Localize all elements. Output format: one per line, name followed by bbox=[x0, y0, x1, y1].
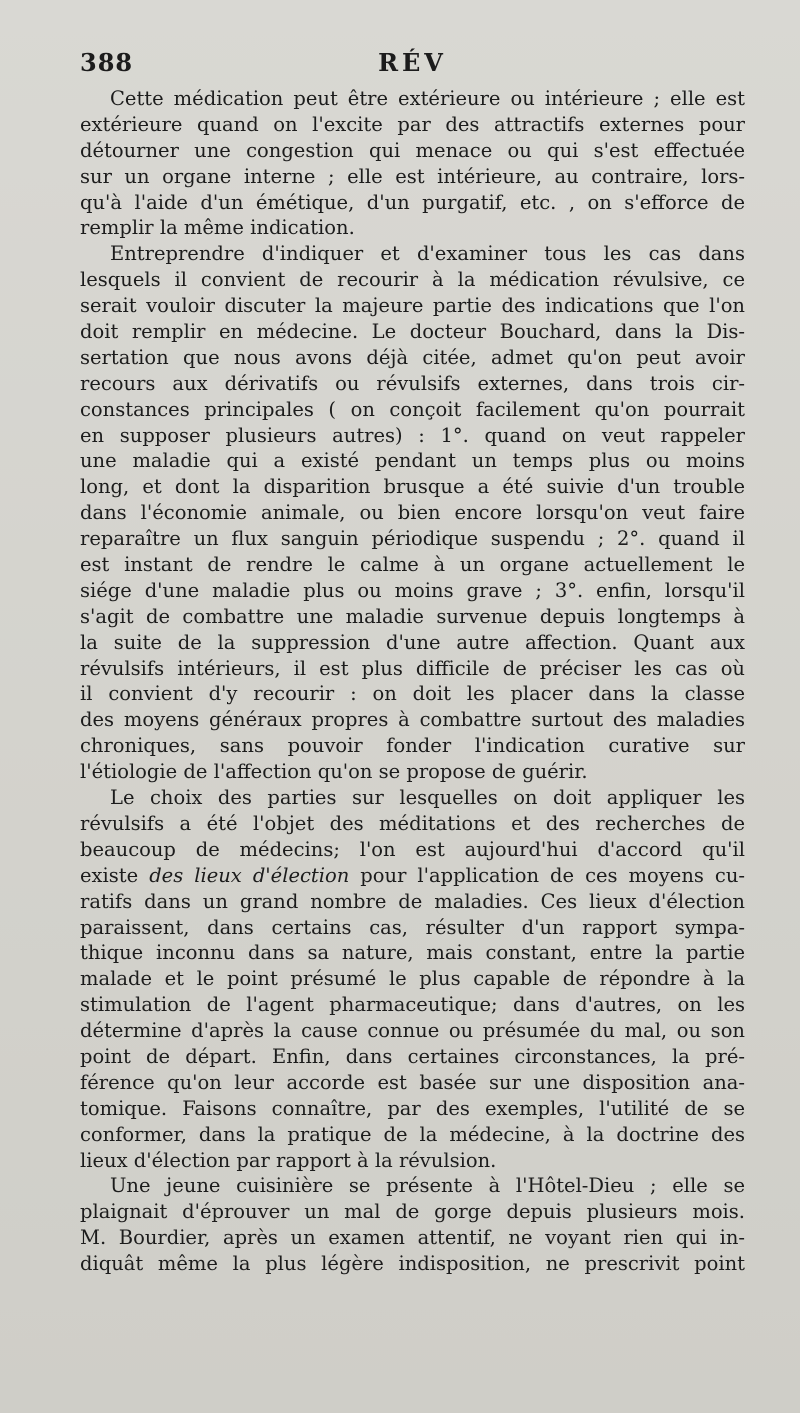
text-line: s'agit de combattre une maladie survenue depuis longtemps à bbox=[80, 604, 745, 628]
text-line: extérieure quand on l'excite par des attractifs externes pour bbox=[80, 112, 745, 136]
line-text-segment: pour l'application de ces moyens cu- bbox=[349, 863, 745, 887]
text-line: qu'à l'aide d'un émétique, d'un purgatif, etc. , on s'efforce de bbox=[80, 190, 745, 214]
text-line: recours aux dérivatifs ou révulsifs externes, dans trois cir- bbox=[80, 371, 745, 395]
text-line: serait vouloir discuter la majeure partie des indications que l'on bbox=[80, 294, 745, 318]
text-line: malade et le point présumé le plus capable de répondre à la bbox=[80, 967, 745, 991]
page-header bbox=[80, 48, 745, 88]
text-line: des moyens généraux propres à combattre surtout des maladies bbox=[80, 708, 745, 732]
text-line: Cette médication peut être extérieure ou intérieure ; elle est bbox=[110, 87, 745, 110]
text-line: dans l'économie animale, ou bien encore lorsqu'on veut faire bbox=[80, 501, 745, 525]
text-line: férence qu'on leur accorde est basée sur une disposition ana- bbox=[80, 1070, 745, 1094]
text-line: détourner une congestion qui menace ou qui s'est effectuée bbox=[80, 138, 745, 162]
text-line: paraissent, dans certains cas, résulter d'un rapport sympa- bbox=[80, 915, 745, 939]
text-line: sertation que nous avons déjà citée, admet qu'on peut avoir bbox=[80, 345, 745, 369]
text-line: tomique. Faisons connaître, par des exemples, l'utilité de se bbox=[80, 1096, 745, 1120]
text-line: en supposer plusieurs autres) : 1°. quand on veut rappeler bbox=[80, 423, 745, 447]
text-line: point de départ. Enfin, dans certaines circonstances, la pré- bbox=[80, 1044, 745, 1068]
text-line: chroniques, sans pouvoir fonder l'indication curative sur bbox=[80, 734, 745, 758]
text-line: ratifs dans un grand nombre de maladies. Ces lieux d'élection bbox=[80, 889, 745, 913]
text-line: Une jeune cuisinière se présente à l'Hôtel-Dieu ; elle se bbox=[110, 1174, 745, 1198]
text-line: lieux d'élection par rapport à la révulsion. bbox=[80, 1148, 497, 1172]
running-head: RÉV bbox=[378, 48, 447, 77]
text-line: beaucoup de médecins; l'on est aujourd'hui d'accord qu'il bbox=[80, 837, 745, 861]
text-line: siége d'une maladie plus ou moins grave ; 3°. enfin, lorsqu'il bbox=[80, 578, 745, 602]
page-number: 388 bbox=[80, 48, 134, 77]
text-line: stimulation de l'agent pharmaceutique; dans d'autres, on les bbox=[80, 993, 745, 1017]
text-line: remplir la même indication. bbox=[80, 216, 355, 240]
text-line: l'étiologie de l'affection qu'on se propose de guérir. bbox=[80, 760, 588, 784]
line-text-segment: existe bbox=[80, 863, 150, 887]
text-line: thique inconnu dans sa nature, mais constant, entre la partie bbox=[80, 941, 745, 965]
text-line: révulsifs intérieurs, il est plus difficile de préciser les cas où bbox=[80, 656, 745, 680]
text-line: doit remplir en médecine. Le docteur Bouchard, dans la Dis- bbox=[80, 320, 745, 344]
italic-phrase: des lieux d'élection bbox=[149, 863, 350, 887]
text-line: reparaître un flux sanguin périodique suspendu ; 2°. quand il bbox=[80, 527, 745, 551]
text-line: révulsifs a été l'objet des méditations et des recherches de bbox=[80, 811, 745, 835]
text-line: constances principales ( on conçoit facilement qu'on pourrait bbox=[80, 397, 745, 421]
text-line: détermine d'après la cause connue ou présumée du mal, ou son bbox=[80, 1019, 745, 1043]
text-line: Le choix des parties sur lesquelles on doit appliquer les bbox=[110, 786, 745, 810]
text-line bbox=[80, 863, 745, 889]
text-line: conformer, dans la pratique de la médecine, à la doctrine des bbox=[80, 1122, 745, 1146]
text-line: plaignait d'éprouver un mal de gorge depuis plusieurs mois. bbox=[80, 1200, 745, 1224]
text-line: est instant de rendre le calme à un organe actuellement le bbox=[80, 553, 745, 577]
text-line: Entreprendre d'indiquer et d'examiner tous les cas dans bbox=[110, 242, 745, 266]
text-line: la suite de la suppression d'une autre affection. Quant aux bbox=[80, 630, 745, 654]
text-line: M. Bourdier, après un examen attentif, ne voyant rien qui in- bbox=[80, 1226, 745, 1250]
text-line: sur un organe interne ; elle est intérieure, au contraire, lors- bbox=[80, 164, 745, 188]
text-line: une maladie qui a existé pendant un temps plus ou moins bbox=[80, 449, 745, 473]
text-line: lesquels il convient de recourir à la médication révulsive, ce bbox=[80, 268, 745, 292]
text-line: long, et dont la disparition brusque a été suivie d'un trouble bbox=[80, 475, 745, 499]
text-line: il convient d'y recourir : on doit les placer dans la classe bbox=[80, 682, 745, 706]
body-text bbox=[80, 86, 745, 1277]
text-line: diquât même la plus légère indisposition, ne prescrivit point bbox=[80, 1252, 745, 1276]
